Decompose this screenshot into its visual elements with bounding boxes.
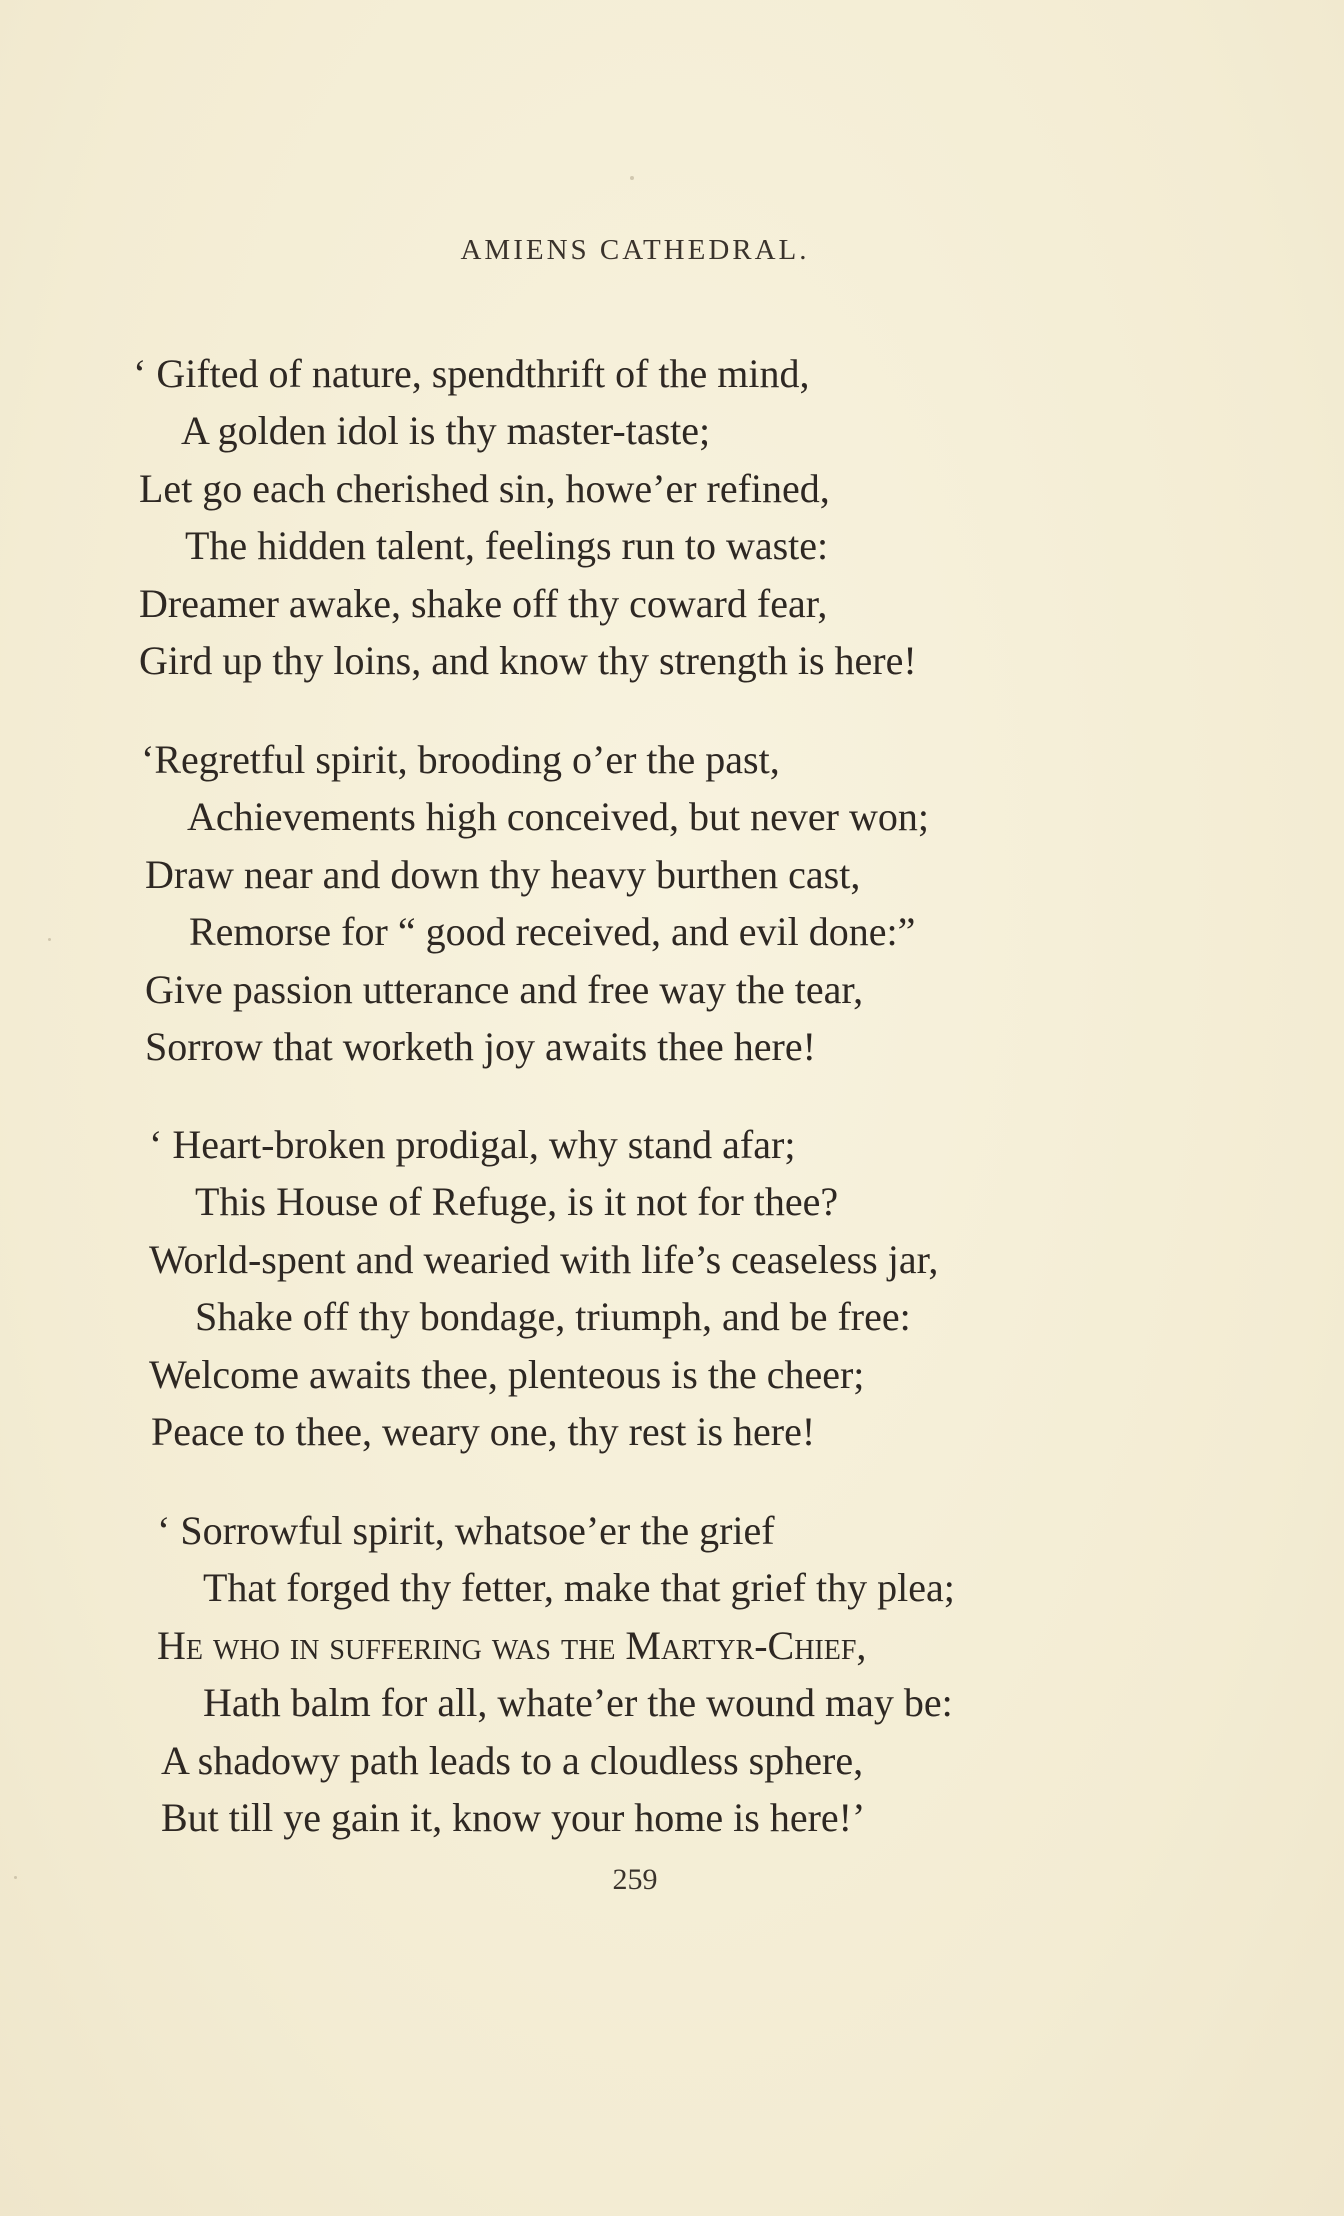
running-head: AMIENS CATHEDRAL.	[460, 234, 810, 266]
poem-line: Remorse for “ good received, and evil done:”	[189, 909, 916, 954]
poem-line: Sorrow that worketh joy awaits thee here!	[145, 1024, 816, 1069]
poem-line: ‘Regretful spirit, brooding o’er the past,	[141, 737, 780, 782]
poem-line: The hidden talent, feelings run to waste:	[185, 523, 829, 568]
poem-line: He who in suffering was the Martyr-Chief,	[157, 1623, 867, 1668]
poem-line: Shake off thy bondage, triumph, and be free:	[195, 1294, 911, 1339]
poem-line: Achievements high conceived, but never won;	[187, 794, 929, 839]
poem-line: Draw near and down thy heavy burthen cast,	[145, 852, 861, 897]
poem-line: Welcome awaits thee, plenteous is the cheer;	[149, 1352, 865, 1397]
poem-line: A golden idol is thy master-taste;	[181, 408, 711, 453]
poem-line: This House of Refuge, is it not for thee?	[195, 1179, 839, 1224]
poem-line: But till ye gain it, know your home is here!’	[161, 1795, 866, 1840]
poem-line: World-spent and wearied with life’s ceaseless jar,	[149, 1237, 939, 1282]
poem-line: Dreamer awake, shake off thy coward fear,	[139, 581, 828, 626]
poem-line: Let go each cherished sin, howe’er refined,	[139, 466, 830, 511]
poem-line: That forged thy fetter, make that grief thy plea;	[203, 1565, 955, 1610]
poem-line: ‘ Sorrowful spirit, whatsoe’er the grief	[157, 1508, 775, 1553]
paper-speck	[630, 176, 634, 180]
poem-line: Peace to thee, weary one, thy rest is here!	[151, 1409, 816, 1454]
poem-line: Hath balm for all, whate’er the wound may be:	[203, 1680, 953, 1725]
poem-line: Gird up thy loins, and know thy strength is here!	[139, 638, 917, 683]
paper-speck	[48, 938, 51, 941]
poem-line: A shadowy path leads to a cloudless sphere,	[161, 1738, 864, 1783]
poem-line: ‘ Heart-broken prodigal, why stand afar;	[149, 1122, 796, 1167]
page-number: 259	[612, 1863, 658, 1896]
poem-line: ‘ Gifted of nature, spendthrift of the mind,	[133, 351, 810, 396]
poem-line: Give passion utterance and free way the tear,	[145, 967, 864, 1012]
